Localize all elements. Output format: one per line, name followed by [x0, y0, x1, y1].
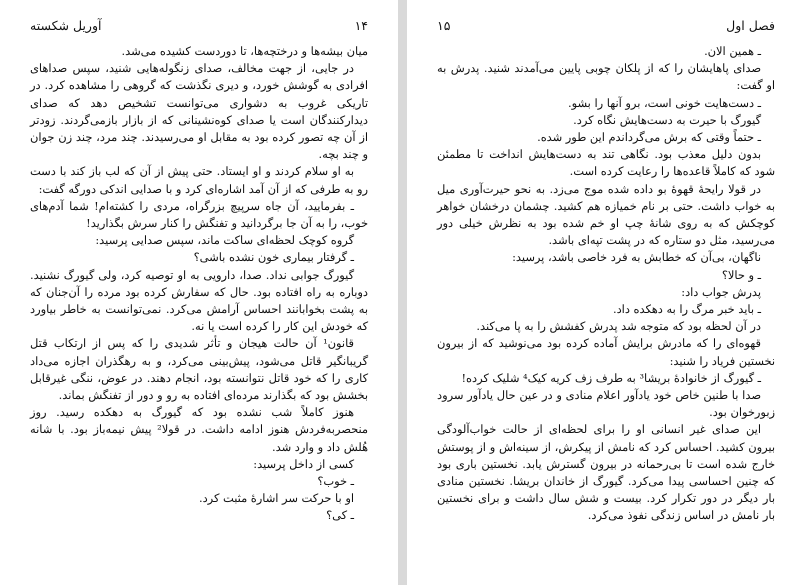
- left-page-body: [30, 43, 368, 525]
- paragraph: پدرش جواب داد:: [681, 284, 761, 299]
- paragraph: ـ خوب؟: [317, 474, 354, 489]
- paragraph: قانون¹ آن حالت هیجان و تأثر شدیدی را که پس از ارتکاب قتل گریبانگیر قاتل می‌شود، پیش‌بینی می‌کرد، و به رهگذران اجازه می‌داد کاری را که خود قاتل نتوانسته بود، انجام دهند. در عوض، ننگی غیرقابل بخشش بود که بگذارند مرده‌ای افتاده به رو و دور از تفنگش بماند.: [30, 336, 368, 403]
- left-page-title: آوریل شکسته: [30, 18, 102, 33]
- right-page-number: ۱۵: [437, 18, 451, 33]
- paragraph: قهوه‌ای را که مادرش برایش آماده کرده بود می‌نوشید که از بیرون نخستین فریاد را شنید:: [437, 336, 775, 368]
- paragraph: به او سلام کردند و او ایستاد. حتی پیش از آن که لب باز کند با دست رو به طرفی که از آن آمد اشاره‌ای کرد و با صدایی اندکی دورگه گفت:: [30, 164, 368, 196]
- paragraph: ناگهان، بی‌آن که خطابش به فرد خاصی باشد، پرسید:: [512, 250, 761, 265]
- left-page-header: [30, 18, 368, 33]
- paragraph: گیورگ با حیرت به دست‌هایش نگاه کرد.: [573, 112, 761, 127]
- paragraph: ـ حتماً وقتی که برش می‌گرداندم این طور شده.: [537, 130, 761, 145]
- paragraph: ـ گرفتار بیماری خون نشده باشی؟: [193, 250, 354, 265]
- paragraph: ـ دست‌هایت خونی است، برو آنها را بشو.: [568, 95, 761, 110]
- left-page: [0, 0, 398, 585]
- paragraph: گروه کوچک لحظه‌ای ساکت ماند، سپس صدایی پرسید:: [95, 233, 354, 248]
- paragraph: ـ گیورگ از خانوادهٔ بریشا³ به طرف زف کریه کیک⁴ شلیک کرده!: [461, 370, 761, 385]
- paragraph: کسی از داخل پرسید:: [253, 456, 354, 471]
- paragraph: در آن لحظه بود که متوجه شد پدرش کفشش را به پا می‌کند.: [476, 319, 761, 334]
- paragraph: ـ کی؟: [326, 508, 354, 523]
- paragraph: بدون دلیل معذب بود. نگاهی تند به دست‌هایش انداخت تا مطمئن شود که کاملاً قاعده‌ها را رعایت کرده است.: [437, 147, 775, 179]
- paragraph: این صدای غیر انسانی او را برای لحظه‌ای از حالت خواب‌آلودگی بیرون کشید. احساس کرد که نامش از پیکرش، از سینه‌اش و از پوستش خارج شده است تا بی‌رحمانه در بیرون گسترش یابد. نخستین باری بود که چنین احساسی پیدا می‌کرد. گیورگ از خاندان بریشا. نخستین منادی بار دیگر در دور تکرار کرد. بیست و شش سال داشت و برای نخستین بار نامش در اساس زندگی نفوذ می‌کرد.: [437, 422, 775, 523]
- paragraph: او با حرکت سر اشارهٔ مثبت کرد.: [198, 491, 354, 506]
- paragraph: گیورگ جوابی نداد. صدا، دارویی به او توصیه کرد، ولی گیورگ نشنید. دوباره به راه افتاده بود. حال که سفارش کرده بود مرده را آن‌جنان که به پشت بخوابانند احساس آرامش می‌کرد. نمی‌توانست به خاطر بیاورد که خودش این کار را کرده است یا نه.: [30, 267, 368, 334]
- paragraph: هنوز کاملاً شب نشده بود که گیورگ به دهکده رسید. روز منحصربه‌فردش هنوز ادامه داشت. در قولا² پیش نیمه‌باز بود. با شانه هُلش داد و وارد شد.: [30, 405, 368, 454]
- paragraph: ـ و حالا؟: [721, 267, 761, 282]
- paragraph: ـ باید خبر مرگ را به دهکده داد.: [612, 302, 761, 317]
- left-page-number: ۱۴: [354, 18, 368, 33]
- right-page-title: فصل اول: [726, 18, 775, 33]
- paragraph: در قولا رایحهٔ قهوهٔ بو داده شده موج می‌زد. به نحو حیرت‌آوری میل به خواب داشت. حتی بر نام خمیازه هم کشید. چشمان درخشان خواهر کوچکش که به روی شانهٔ چپ او خم شده بود به نظرش خیلی دور می‌رسید، مثل دو ستاره که در پشت تپه‌ای باشد.: [437, 181, 775, 248]
- paragraph: در جایی، از جهت مخالف، صدای زنگوله‌هایی شنید، سپس صداهای افرادی به گوشش خورد، و دیری نگذشت که گروهی را مشاهده کرد. در تاریکی غروب به دشواری می‌توانست تشخیص دهد که صدای دیدارکنندگان است یا صدای کوه‌نشینانی که از بازار بازمی‌گردند. زودتر از آن چه تصور کرده بود به مقابل او می‌رسیدند. چند مرد، چند زن جوان و چند بچه.: [30, 61, 368, 162]
- right-page: [407, 0, 805, 585]
- paragraph: ـ بفرمایید، آن جاه سرپیچ بزرگراه، مردی را کشته‌ام! شما آدم‌های خوب، را به آن جا برگردانید و تفنگش را کنار سرش بگذارید!: [30, 198, 368, 231]
- paragraph: صدای پاهایشان را که از پلکان چوبی پایین می‌آمدند شنید. پدرش به او گفت:: [437, 61, 775, 93]
- right-page-header: [437, 18, 775, 33]
- paragraph: صدا با طنین خاص خود یادآور اعلام منادی و در عین حال یادآور سرود زبورخوان بود.: [437, 388, 775, 420]
- paragraph: میان بیشه‌ها و درختچه‌ها، تا دوردست کشیده می‌شد.: [121, 44, 368, 58]
- paragraph: ـ همین الان.: [704, 44, 761, 58]
- right-page-body: [437, 43, 775, 525]
